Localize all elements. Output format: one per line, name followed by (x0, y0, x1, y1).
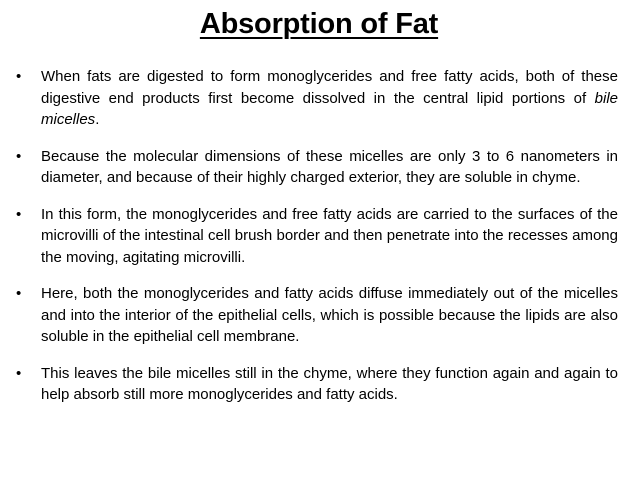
bullet-item (16, 204, 618, 269)
bullet-dot-icon: • (16, 68, 22, 85)
bullet-item (16, 146, 618, 189)
bullet-item (16, 283, 618, 348)
bullet-text: In this form, the monoglycerides and free fatty acids are carried to the surfaces of the microvilli of the intestinal cell brush border and then penetrate into the recesses among the moving, agitating microvilli. (41, 205, 618, 266)
bullet-dot-icon: • (16, 147, 22, 165)
bullet-text: Because the molecular dimensions of these micelles are only 3 to 6 nanometers in diameter, and because of their highly charged exterior, they are soluble in chyme. (41, 147, 618, 186)
bullet-dot-icon: • (16, 364, 22, 382)
bullet-text: Here, both the monoglycerides and fatty acids diffuse immediately out of the micelles and into the interior of the epithelial cells, which is possible because the lipids are also soluble in the epithelial cell membrane. (41, 285, 618, 345)
slide-title: Absorption of Fat (199, 8, 439, 40)
bullet-text-part: . (95, 111, 100, 128)
bullet-dot-icon: • (16, 205, 22, 223)
bullet-text: This leaves the bile micelles still in the chyme, where they function again and again to help absorb still more monoglycerides and fatty acids. (41, 364, 618, 403)
bullet-text (41, 68, 618, 128)
bullet-text-part: When fats are digested to form monoglycerides and free fatty acids, both of these digestive end products first become dissolved in the central lipid portions of (41, 68, 618, 107)
bullet-item (16, 66, 618, 131)
bullet-list (16, 66, 618, 406)
bullet-text-italic: bile micelles (41, 89, 618, 128)
bullet-item (16, 363, 618, 406)
bullet-dot-icon: • (16, 285, 22, 302)
